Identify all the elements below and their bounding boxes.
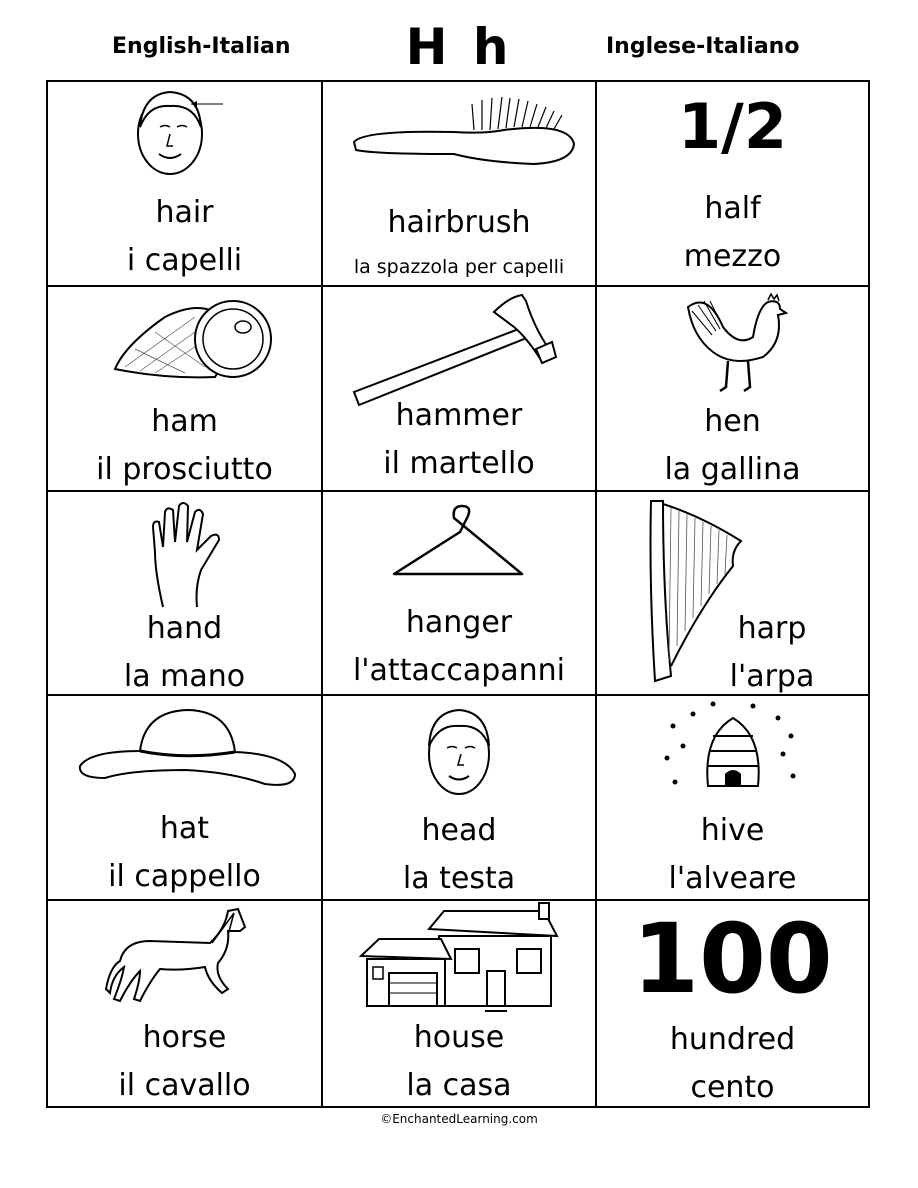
hen-icon <box>597 287 868 397</box>
card-half <box>597 82 868 287</box>
word-italian: la testa <box>402 861 516 897</box>
card-hen <box>597 287 868 492</box>
word-english: harp <box>737 610 807 646</box>
vocabulary-grid <box>46 80 870 1108</box>
number-hundred: 100 <box>632 903 833 1016</box>
hat-icon <box>48 696 321 806</box>
card-hanger <box>323 492 597 697</box>
word-english: hand <box>146 610 223 646</box>
word-english: hen <box>704 403 761 439</box>
horse-icon <box>48 901 321 1011</box>
card-hundred <box>597 901 868 1106</box>
header-right-label: Inglese-Italiano <box>606 34 800 59</box>
house-icon <box>323 901 595 1011</box>
card-ham <box>48 287 323 492</box>
word-english: hammer <box>395 397 523 433</box>
word-italian: il cappello <box>108 859 261 895</box>
word-italian: l'attaccapanni <box>352 652 566 688</box>
card-hive <box>597 696 868 901</box>
word-english: half <box>704 191 761 226</box>
word-english: hundred <box>669 1022 796 1058</box>
card-hand <box>48 492 323 697</box>
header-left-label: English-Italian <box>112 34 291 59</box>
word-english: hanger <box>405 604 513 640</box>
card-hammer <box>323 287 597 492</box>
copyright-footer: ©EnchantedLearning.com <box>380 1112 538 1126</box>
card-harp <box>597 492 868 697</box>
word-italian: l'arpa <box>729 658 815 694</box>
card-hat <box>48 696 323 901</box>
ham-icon <box>48 287 321 397</box>
word-italian: la gallina <box>664 451 801 487</box>
word-english: ham <box>151 403 218 439</box>
card-house <box>323 901 597 1106</box>
card-head <box>323 696 597 901</box>
word-italian: i capelli <box>126 243 243 278</box>
word-english: hair <box>155 195 214 230</box>
word-italian: il prosciutto <box>96 451 273 487</box>
hairbrush-icon <box>323 82 595 192</box>
hanger-icon <box>323 492 595 602</box>
hair-face-icon <box>48 82 321 192</box>
fraction-half: 1/2 <box>678 90 787 163</box>
word-italian: la mano <box>123 658 246 694</box>
word-english: hive <box>700 813 765 849</box>
word-english: hairbrush <box>387 205 531 240</box>
word-italian: il martello <box>383 445 535 481</box>
word-italian: il cavallo <box>118 1068 251 1104</box>
card-hair <box>48 82 323 287</box>
hand-icon <box>48 492 321 602</box>
harp-icon <box>641 496 751 686</box>
word-italian: la casa <box>406 1068 512 1104</box>
head-icon <box>323 696 595 806</box>
word-english: head <box>421 813 497 849</box>
card-hairbrush <box>323 82 597 287</box>
word-italian: mezzo <box>683 239 782 274</box>
word-italian: cento <box>690 1070 775 1106</box>
hammer-icon <box>323 287 595 397</box>
card-horse <box>48 901 323 1106</box>
word-english: house <box>413 1020 505 1056</box>
word-english: horse <box>142 1020 227 1056</box>
word-italian: la spazzola per capelli <box>353 256 565 278</box>
word-english: hat <box>159 811 210 847</box>
word-italian: l'alveare <box>668 861 797 897</box>
beehive-icon <box>597 696 868 806</box>
page-title: H h <box>405 18 513 76</box>
